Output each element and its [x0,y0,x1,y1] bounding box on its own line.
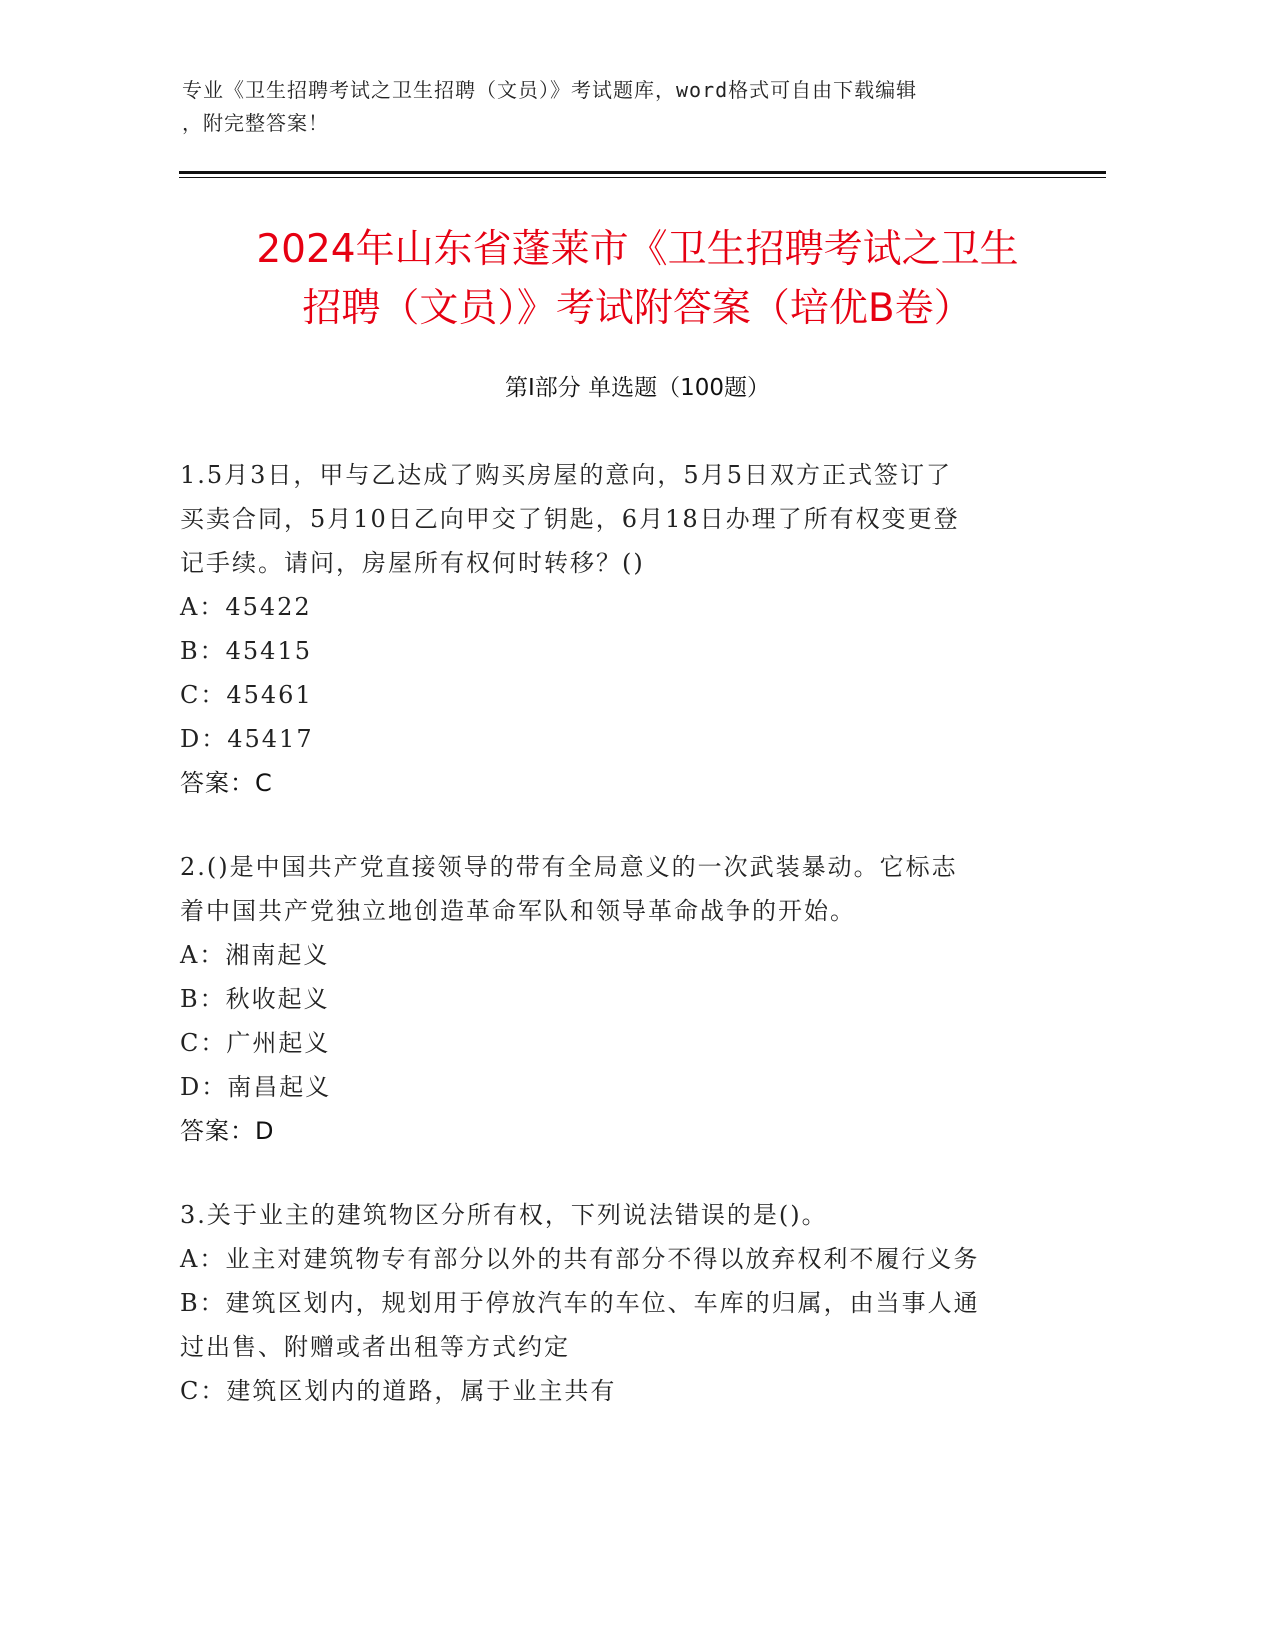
document-title-line: 招聘（文员）》考试附答案（培优B卷） [302,286,973,331]
section-heading: 第Ⅰ部分 单选题（100题） [505,375,770,401]
answer-label: 答案：C [180,769,273,797]
option-b: B：建筑区划内，规划用于停放汽车的车位、车库的归属，由当事人通 [180,1289,980,1317]
header-note-line: ，附完整答案！ [182,111,329,135]
question-stem: 3.关于业主的建筑物区分所有权，下列说法错误的是()。 [180,1201,828,1229]
header-note-line: 专业《卫生招聘考试之卫生招聘（文员）》考试题库，word格式可自由下载编辑 [182,78,918,102]
question-item [180,845,1030,1153]
option-c: C：广州起义 [180,1029,331,1057]
header-divider [179,171,1106,174]
question-stem: 记手续。请问，房屋所有权何时转移？() [180,549,645,577]
header-note [182,74,1062,140]
option-c: C：建筑区划内的道路，属于业主共有 [180,1377,617,1405]
question-stem: 着中国共产党独立地创造革命军队和领导革命战争的开始。 [180,897,856,925]
option-a: A：湘南起义 [180,941,330,969]
option-a: A：45422 [180,593,312,621]
document-title [150,220,1125,338]
question-stem: 2.()是中国共产党直接领导的带有全局意义的一次武装暴动。它标志 [180,853,958,881]
question-stem: 买卖合同，5月10日乙向甲交了钥匙，6月18日办理了所有权变更登 [180,505,960,533]
header-divider [179,177,1106,178]
option-b: B：45415 [180,637,312,665]
question-stem: 1.5月3日，甲与乙达成了购买房屋的意向，5月5日双方正式签订了 [180,461,952,489]
option-b-continued: 过出售、附赠或者出租等方式约定 [180,1333,570,1361]
question-item [180,1193,1030,1413]
answer-label: 答案：D [180,1117,275,1145]
question-item [180,453,1030,805]
option-c: C：45461 [180,681,313,709]
option-d: D：南昌起义 [180,1073,332,1101]
document-title-line: 2024年山东省蓬莱市《卫生招聘考试之卫生 [256,227,1019,272]
option-a: A：业主对建筑物专有部分以外的共有部分不得以放弃权利不履行义务 [180,1245,980,1273]
option-d: D：45417 [180,725,314,753]
option-b: B：秋收起义 [180,985,330,1013]
